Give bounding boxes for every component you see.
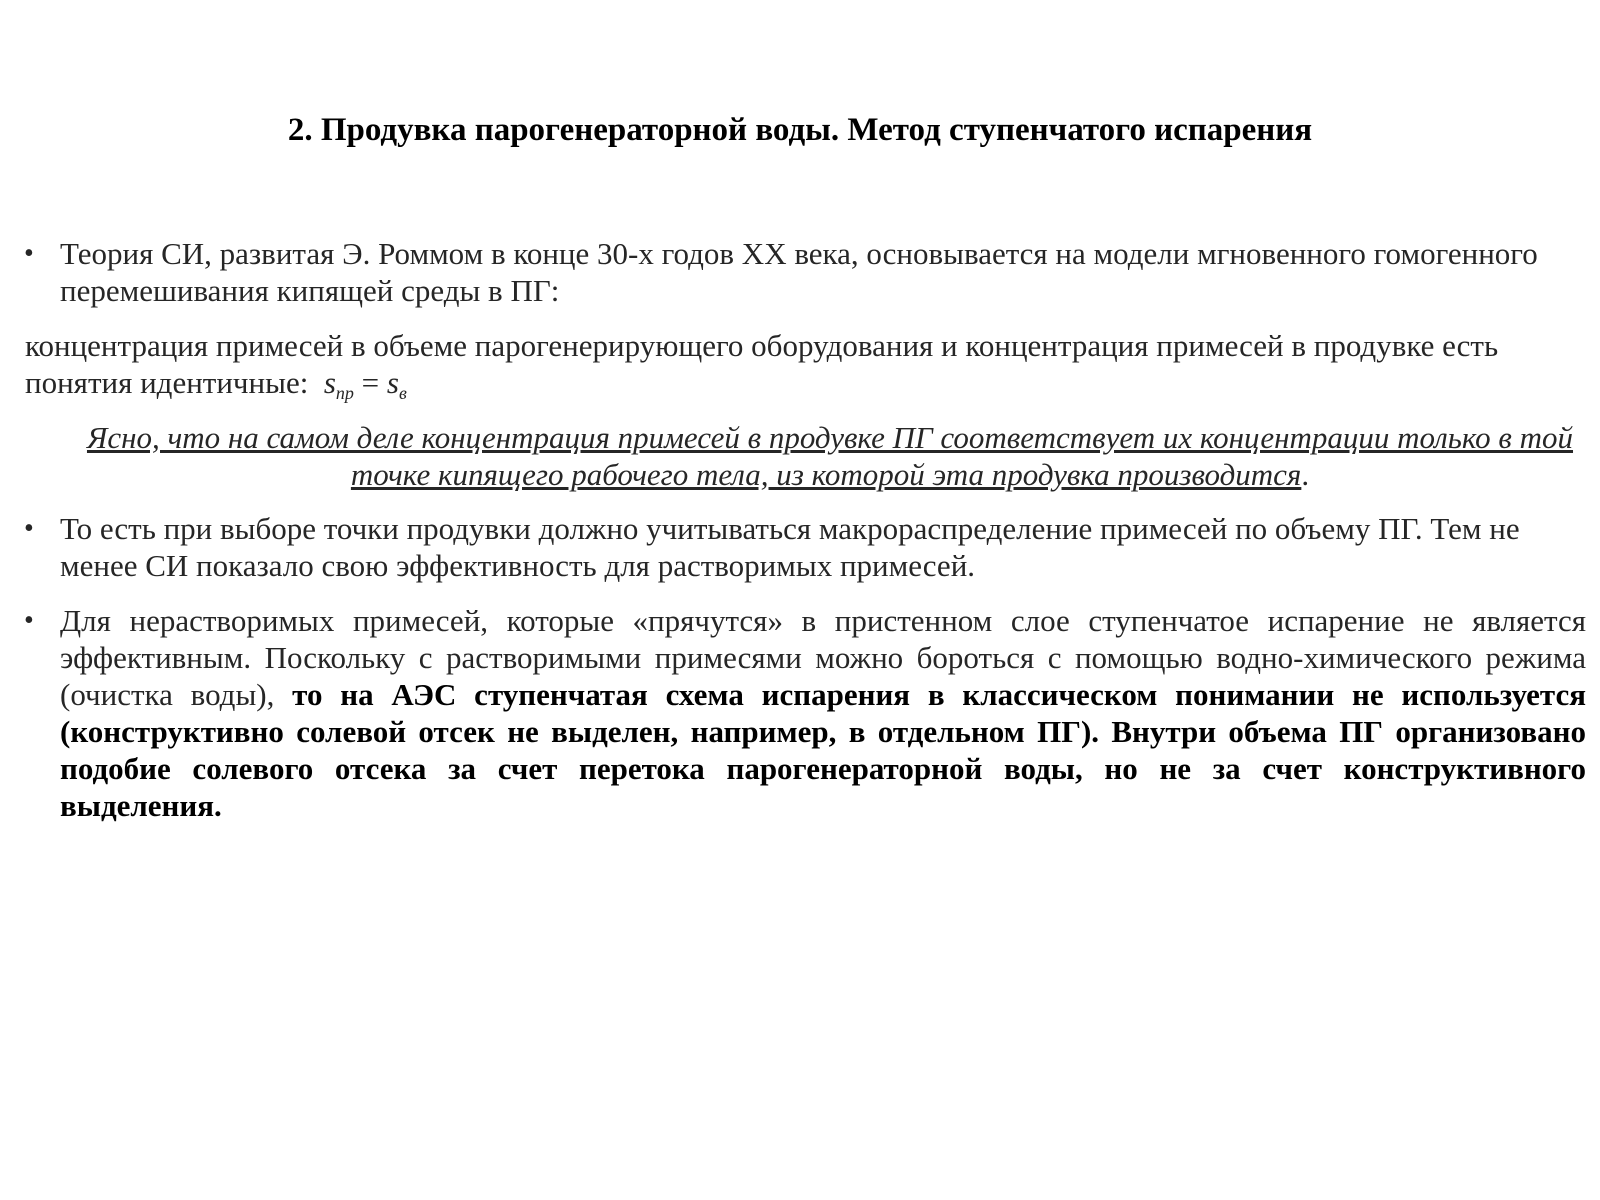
bullet-item-theory <box>24 235 1586 309</box>
concentration-paragraph <box>25 327 1585 412</box>
bullet-marker: • <box>24 605 34 636</box>
blowdown-point-text: То есть при выборе точки продувки должно учитываться макрораспределение примесей по объему ПГ. Тем не менее СИ показало свою эффективность для растворимых примесей. <box>60 511 1520 583</box>
concentration-text: концентрация примесей в объеме парогенерирующего оборудования и концентрация примесей в продувке есть понятия идентичные: <box>25 328 1499 400</box>
bullet-item-blowdown-point <box>24 510 1586 584</box>
bullet-marker: • <box>24 513 34 544</box>
insoluble-bold-text: то на АЭС ступенчатая схема испарения в классическом понимании не используется (конструктивно солевой отсек не выделен, например, в отдельном ПГ). Внутри объема ПГ организовано подобие солевого отсека за счет перетока парогенераторной воды, но не за счет конструктивного выделения. <box>60 677 1587 823</box>
italic-note-text: Ясно, что на самом деле концентрация примесей в продувке ПГ соответствует их концентрации только в той точке кипящего рабочего тела, из которой эта продувка производится <box>86 420 1574 492</box>
formula-left-subscript: пр <box>335 383 354 403</box>
formula-left-var: s <box>323 365 336 400</box>
italic-note <box>60 419 1600 493</box>
formula <box>316 365 407 403</box>
formula-equals: = <box>361 365 380 400</box>
formula-right-subscript: в <box>398 383 407 403</box>
theory-text: Теория СИ, развитая Э. Роммом в конце 30-х годов XX века, основывается на модели мгновенного гомогенного перемешивания кипящей среды в ПГ: <box>60 236 1538 308</box>
bullet-marker: • <box>24 238 34 269</box>
formula-right-var: s <box>386 365 399 400</box>
bullet-item-insoluble <box>24 602 1587 824</box>
slide-title: 2. Продувка парогенераторной воды. Метод ступенчатого испарения <box>287 112 1313 148</box>
insoluble-text: Для нерастворимых примесей, которые «прячутся» в пристенном слое ступенчатое испарение не является эффективным. Поскольку с растворимыми примесями можно бороться с помощью водно-химического режима (очистка воды), <box>60 603 1586 712</box>
italic-note-period: . <box>1301 457 1310 492</box>
